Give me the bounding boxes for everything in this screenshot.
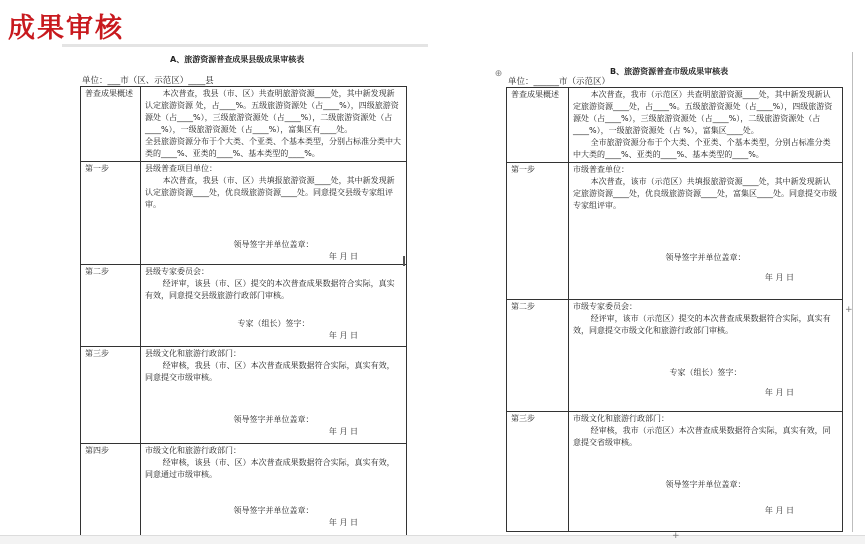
summary-paragraph: 全市旅游资源分布于个大类、个亚类、个基本类型，分别占标准分类中大类的____%、亚类的____%、基本类型的____%。	[573, 138, 831, 159]
row-label: 第二步	[507, 300, 569, 412]
right-review-table	[506, 87, 843, 532]
row-body: 本次普查，我县（市、区）共填报旅游资源____处，其中新发现新认定旅游资源____处，优良级旅游资源____处。同意提交县级专家组评审。	[145, 176, 395, 209]
row-content	[569, 412, 843, 532]
row-body: 经审核，我县（市、区）本次普查成果数据符合实际，真实有效，同意提交市级审核。	[145, 361, 395, 382]
row-label: 第三步	[507, 412, 569, 532]
table-row	[507, 300, 843, 412]
left-review-table	[80, 86, 407, 536]
date-line: 年 月 日	[764, 388, 794, 397]
page-right-edge	[852, 52, 853, 532]
row-content	[141, 347, 407, 444]
row-head: 市级普查单位：	[573, 165, 629, 174]
table-row	[81, 347, 407, 444]
row-content	[569, 163, 843, 300]
date-line: 年 月 日	[764, 506, 794, 515]
left-doc-title: A、旅游资源普查成果县级成果审核表	[170, 55, 305, 64]
page-top-edge	[62, 44, 428, 47]
date-line: 年 月 日	[328, 518, 358, 527]
row-content	[569, 88, 843, 163]
row-head: 市级专家委员会：	[573, 302, 637, 311]
row-content	[141, 87, 407, 162]
row-head: 县级普查项目单位：	[145, 164, 217, 173]
table-row	[81, 265, 407, 347]
row-content	[141, 444, 407, 536]
row-label: 第一步	[507, 163, 569, 300]
date-line: 年 月 日	[328, 331, 358, 340]
right-unit-line: 单位：______市（示范区）	[508, 77, 611, 87]
page-title: 成果审核	[8, 13, 124, 44]
signature-line: 领导签字并单位盖章：	[233, 415, 314, 424]
row-body: 经审核，该县（市、区）本次普查成果数据符合实际，真实有效，同意通过市级审核。	[145, 458, 395, 479]
row-content	[569, 300, 843, 412]
table-row	[507, 163, 843, 300]
table-row	[507, 412, 843, 532]
row-label: 第四步	[81, 444, 141, 536]
summary-paragraph: 本次普查，我市（示范区）共查明旅游资源____处，其中新发现新认定旅游资源____处，占____%。五级旅游资源处（占____%），四级旅游资源处（占____%），三级旅游资源处（占____%），二级旅游资源处（占____%），一级旅游资源处（占 %），富集区____处。	[573, 90, 833, 135]
date-line: 年 月 日	[328, 252, 358, 261]
signature-line: 领导签字并单位盖章：	[233, 506, 314, 515]
signature-line: 专家（组长）签字：	[237, 319, 310, 328]
signature-line: 专家（组长）签字：	[669, 368, 742, 377]
row-body: 本次普查，该市（示范区）共填报旅游资源____处，其中新发现新认定旅游资源____处，优良级旅游资源____处，富集区____处。同意提交市级专家组评审。	[573, 177, 837, 210]
row-head: 市级文化和旅游行政部门：	[145, 446, 241, 455]
plus-icon[interactable]: +	[845, 305, 853, 315]
row-label: 第一步	[81, 162, 141, 265]
row-body: 经评审，该市（示范区）提交的本次普查成果数据符合实际，真实有效，同意提交市级文化和旅游行政部门审核。	[573, 314, 831, 335]
row-label: 第三步	[81, 347, 141, 444]
signature-line: 领导签字并单位盖章：	[233, 240, 314, 249]
row-label: 第二步	[81, 265, 141, 347]
table-row	[81, 444, 407, 536]
row-head: 县级文化和旅游行政部门：	[145, 349, 241, 358]
date-line: 年 月 日	[764, 273, 794, 282]
left-unit-line: 单位：___市（区、示范区）____县	[82, 76, 214, 86]
table-row	[507, 88, 843, 163]
row-label: 普查成果概述	[507, 88, 569, 163]
signature-line: 领导签字并单位盖章：	[665, 480, 746, 489]
signature-line: 领导签字并单位盖章：	[665, 253, 746, 262]
row-content	[141, 265, 407, 347]
table-row	[81, 162, 407, 265]
table-move-handle-icon[interactable]: ⊕	[494, 69, 503, 79]
row-body: 经审核，我市（示范区）本次普查成果数据符合实际，真实有效，同意提交省级审核。	[573, 426, 831, 447]
right-doc-title: B、旅游资源普查市级成果审核表	[610, 67, 729, 76]
summary-paragraph: 本次普查，我县（市、区）共查明旅游资源____处，其中新发现新认定旅游资源 处，占____%。五级旅游资源处（占____%），四级旅游资源处（占____%），三级旅游资源处（占____%），二级旅游资源处（占____%），一级旅游资源处（占____%），富集区有____处。	[145, 89, 399, 134]
text-cursor	[403, 256, 405, 266]
row-label: 普查成果概述	[81, 87, 141, 162]
row-head: 市级文化和旅游行政部门：	[573, 414, 669, 423]
row-body: 经评审，该县（市、区）提交的本次普查成果数据符合实际，真实有效，同意提交县级旅游行政部门审核。	[145, 279, 395, 300]
summary-paragraph: 全县旅游资源分布于个大类、个亚类、个基本类型，分别占标准分类中大类的____%、亚类的____%、基本类型的____%。	[145, 137, 401, 158]
table-row	[81, 87, 407, 162]
row-head: 县级专家委员会：	[145, 267, 209, 276]
row-content	[141, 162, 407, 265]
plus-icon[interactable]: +	[672, 531, 680, 541]
date-line: 年 月 日	[328, 427, 358, 436]
